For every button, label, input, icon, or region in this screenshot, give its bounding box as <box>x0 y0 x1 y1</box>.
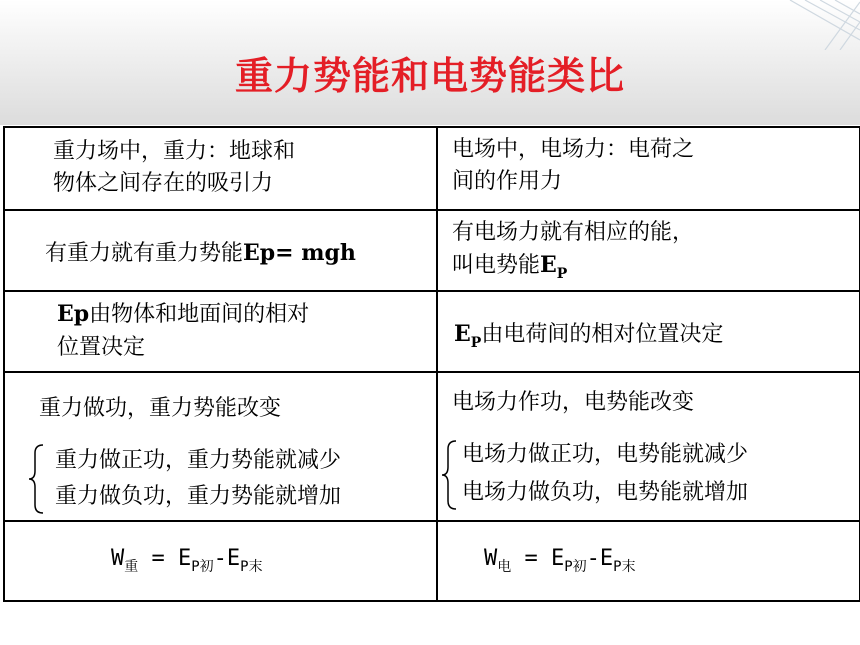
gravity-cell <box>4 210 437 291</box>
formula-w-sub: 重 <box>124 559 139 575</box>
electric-cell <box>437 127 860 210</box>
formula-p2: P末 <box>613 559 636 575</box>
formula-w-sub: 电 <box>497 559 512 575</box>
formula-minus: -E <box>213 546 241 571</box>
formula-eq: = E <box>138 546 192 571</box>
cell-line <box>45 237 356 270</box>
cell-text: 叫电势能 <box>452 253 541 278</box>
formula-minus: -E <box>586 546 614 571</box>
cell-text: 由电荷间的相对位置决定 <box>481 322 724 347</box>
cell-line: 电场力做正功，电势能就减少 <box>462 442 749 467</box>
cell-line <box>454 318 723 353</box>
cell-line: 重力做负功，重力势能就增加 <box>55 484 342 509</box>
cell-line: 重力做正功，重力势能就减少 <box>55 448 342 473</box>
cell-line: 物体之间存在的吸引力 <box>53 171 274 196</box>
ep-symbol: E <box>540 252 557 278</box>
table-row <box>4 521 860 601</box>
formula-w: W <box>484 546 498 571</box>
cell-heading: 电场力作功，电势能改变 <box>452 390 695 415</box>
electric-cell <box>437 291 860 372</box>
cell-line: 电场中，电场力：电荷之 <box>452 137 695 162</box>
decorative-lines <box>770 0 860 50</box>
cell-line: 间的作用力 <box>452 169 563 194</box>
cell-line: 有电场力就有相应的能， <box>452 220 695 245</box>
formula-p1: P初 <box>191 559 214 575</box>
left-brace-icon <box>27 443 45 515</box>
ep-symbol: Ep <box>57 301 90 327</box>
ep-subscript: P <box>556 266 568 282</box>
left-brace-icon <box>440 439 458 511</box>
formula-eq: = E <box>511 546 565 571</box>
cell-line <box>452 249 567 284</box>
cell-text: 有重力就有重力势能 <box>45 241 244 266</box>
table-row <box>4 127 860 210</box>
cell-line: 位置决定 <box>57 335 146 360</box>
gravity-cell <box>4 127 437 210</box>
gravity-cell <box>4 521 437 601</box>
cell-line: 电场力做负功，电势能就增加 <box>462 480 749 505</box>
cell-text: 由物体和地面间的相对 <box>89 302 310 327</box>
formula-mgh: Ep= mgh <box>243 240 356 266</box>
slide-title: 重力势能和电势能类比 <box>234 54 625 98</box>
electric-cell <box>437 210 860 291</box>
comparison-table <box>3 126 860 602</box>
cell-heading: 重力做功，重力势能改变 <box>39 396 282 421</box>
formula-p2: P末 <box>240 559 263 575</box>
table-row <box>4 372 860 521</box>
ep-subscript: P <box>470 335 482 351</box>
gravity-cell <box>4 372 437 521</box>
formula-p1: P初 <box>564 559 587 575</box>
work-formula-gravity <box>111 546 263 575</box>
formula-w: W <box>111 546 125 571</box>
table-row <box>4 210 860 291</box>
table-row <box>4 291 860 372</box>
cell-line <box>57 298 309 331</box>
ep-symbol: E <box>454 321 471 347</box>
electric-cell <box>437 521 860 601</box>
gravity-cell <box>4 291 437 372</box>
work-formula-electric <box>484 546 636 575</box>
cell-line: 重力场中，重力：地球和 <box>53 139 296 164</box>
electric-cell <box>437 372 860 521</box>
